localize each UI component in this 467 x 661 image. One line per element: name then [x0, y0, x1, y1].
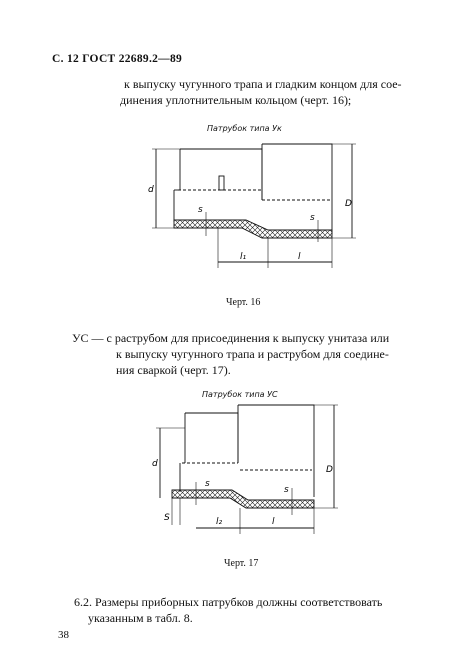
paragraph-line: 6.2. Размеры приборных патрубков должны соответствовать: [74, 595, 383, 609]
paragraph-line: к выпуску чугунного трапа и гладким концом для сое-: [124, 77, 402, 91]
dim-D-16: D: [345, 199, 352, 209]
figure16-caption: Патрубок типа Ук: [207, 124, 282, 133]
figure17-caption: Патрубок типа УС: [202, 390, 278, 399]
figure17-label: Черт. 17: [224, 558, 259, 569]
dim-s-right-17: s: [284, 485, 289, 495]
dim-d-16: d: [148, 185, 154, 195]
dim-l1-16: l₁: [240, 252, 247, 262]
dim-s-left-17: s: [205, 479, 210, 489]
paragraph-line: к выпуску чугунного трапа и раструбом для соедине-: [116, 347, 389, 361]
paragraph-line: УС — с раструбом для присоединения к выпуску унитаза или: [72, 331, 390, 345]
dim-d-17: d: [152, 459, 158, 469]
figure17-drawing: [156, 405, 338, 534]
figure16-drawing: [152, 144, 356, 268]
dim-l-16: l: [298, 252, 301, 262]
paragraph-line: ния сваркой (черт. 17).: [116, 363, 231, 377]
dim-s-left-16: s: [198, 205, 203, 215]
figure16-label: Черт. 16: [226, 297, 261, 308]
dim-D-17: D: [326, 465, 333, 475]
paragraph-type-us: [72, 330, 432, 378]
paragraph-line: динения уплотнительным кольцом (черт. 16);: [120, 93, 352, 107]
dim-l2-17: l₂: [216, 517, 223, 527]
paragraph-line: указанным в табл. 8.: [88, 611, 193, 625]
dim-S-17: S: [164, 513, 170, 523]
page-header: С. 12 ГОСТ 22689.2—89: [52, 53, 183, 65]
dim-s-right-16: s: [310, 213, 315, 223]
dim-l-17: l: [272, 517, 275, 527]
paragraph-6-2: [74, 594, 432, 626]
page-number: 38: [58, 629, 69, 641]
